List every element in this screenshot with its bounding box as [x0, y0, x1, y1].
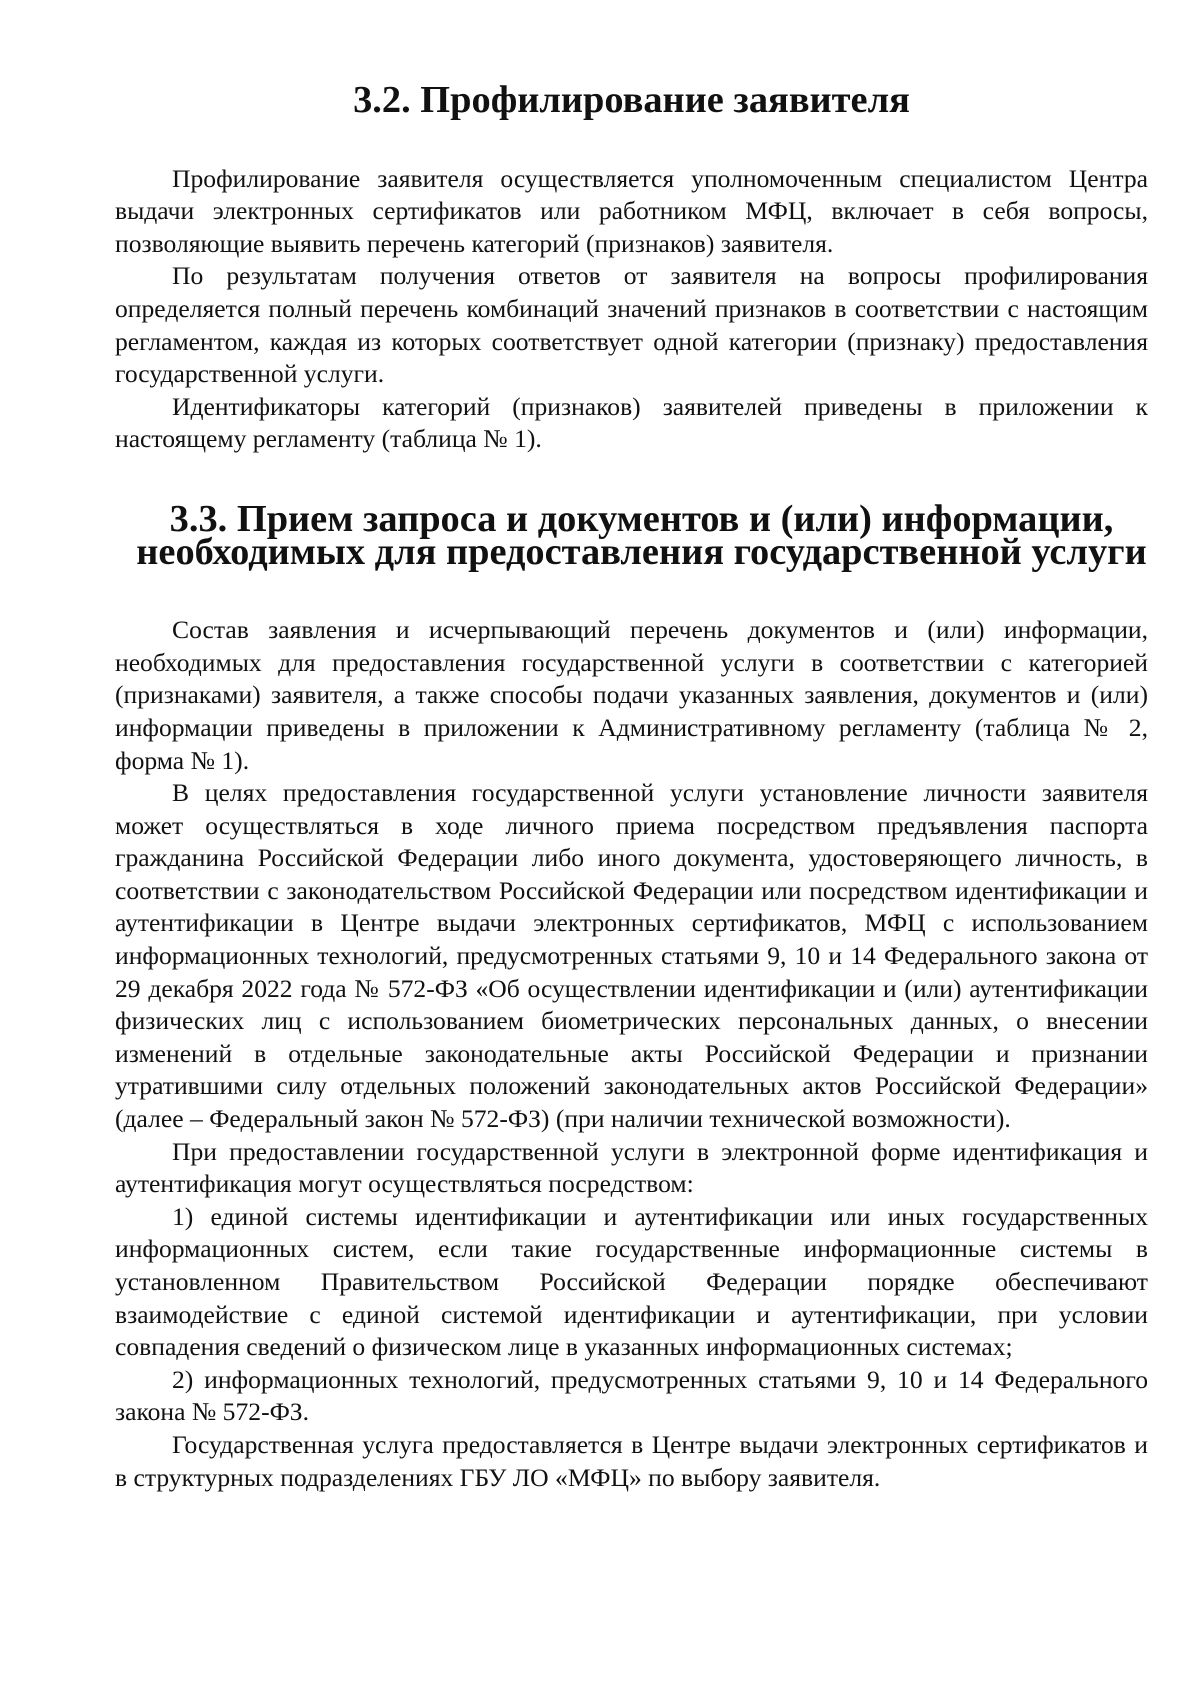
paragraph: Государственная услуга предоставляется в Центре выдачи электронных сертификатов и в структурных подразделениях ГБУ ЛО «МФЦ» по выбору заявителя.	[115, 1429, 1148, 1492]
paragraph: Идентификаторы категорий (признаков) заявителей приведены в приложении к настоящему регламенту (таблица № 1).	[115, 391, 1148, 454]
paragraph: При предоставлении государственной услуги в электронной форме идентификация и аутентификация могут осуществляться посредством:	[115, 1136, 1148, 1199]
section-3-3-heading-line2: необходимых для предоставления государственной услуги	[136, 530, 1147, 573]
paragraph: По результатам получения ответов от заявителя на вопросы профилирования определяется полный перечень комбинаций значений признаков в соответствии с настоящим регламентом, каждая из которых соответствует одной категории (признаку) предоставления государственной услуги.	[115, 261, 1148, 389]
list-item: 2) информационных технологий, предусмотренных статьями 9, 10 и 14 Федерального закона № 572-ФЗ.	[115, 1364, 1148, 1427]
paragraph: В целях предоставления государственной услуги установление личности заявителя может осуществляться в ходе личного приема посредством предъявления паспорта гражданина Российской Федерации либо иного документа, удостоверяющего личность, в соответствии с законодательством Российской Федерации или посредством идентификации и аутентификации в Центре выдачи электронных сертификатов, МФЦ с использованием информационных технологий, предусмотренных статьями 9, 10 и 14 Федерального закона от 29 декабря 2022 года № 572-ФЗ «Об осуществлении идентификации и (или) аутентификации физических лиц с использованием биометрических персональных данных, о внесении изменений в отдельные законодательные акты Российской Федерации и признании утратившими силу отдельных положений законодательных актов Российской Федерации» (далее – Федеральный закон № 572-ФЗ) (при наличии технической возможности).	[115, 778, 1148, 1134]
list-item: 1) единой системы идентификации и аутентификации или иных государственных информационных систем, если такие государственные информационные системы в установленном Правительством Российской Федерации порядке обеспечивают взаимодействие с единой системой идентификации и аутентификации, при условии совпадения сведений о физическом лице в указанных информационных системах;	[115, 1201, 1148, 1362]
paragraph: Состав заявления и исчерпывающий перечень документов и (или) информации, необходимых для предоставления государственной услуги в соответствии с категорией (признаками) заявителя, а также способы подачи указанных заявления, документов и (или) информации приведены в приложении к Административному регламенту (таблица № 2, форма № 1).	[115, 615, 1148, 775]
section-3-3-heading-line1: 3.3. Прием запроса и документов и (или) информации,	[169, 497, 1114, 540]
paragraph: Профилирование заявителя осуществляется уполномоченным специалистом Центра выдачи электронных сертификатов или работником МФЦ, включает в себя вопросы, позволяющие выявить перечень категорий (признаков) заявителя.	[115, 163, 1148, 258]
section-3-2-heading: 3.2. Профилирование заявителя	[353, 79, 910, 121]
section-3-3-heading	[115, 497, 1148, 573]
